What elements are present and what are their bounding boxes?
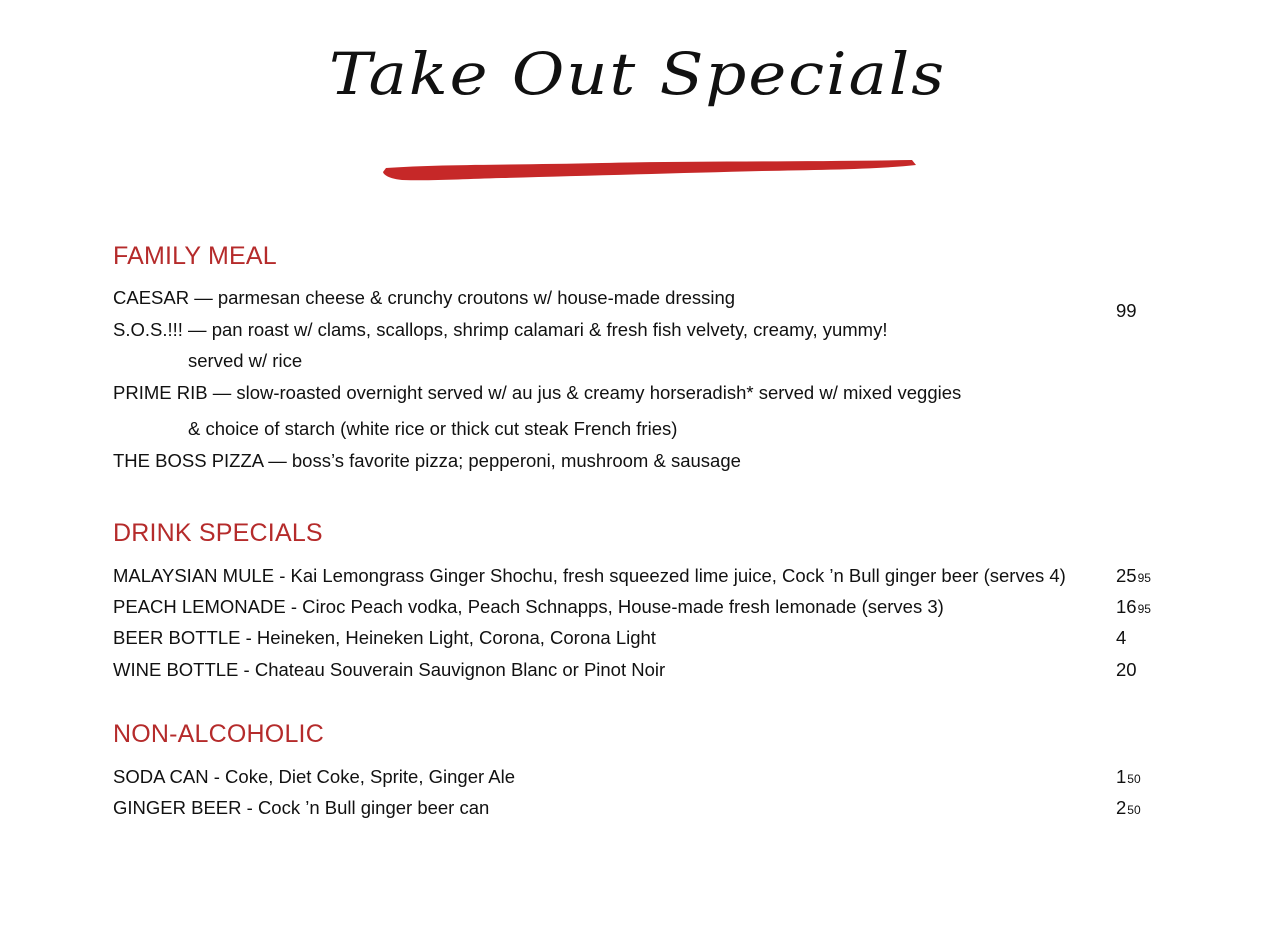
nonalc-item-soda-can: SODA CAN - Coke, Diet Coke, Sprite, Ginger Ale bbox=[113, 766, 516, 787]
family-item-prime-rib: PRIME RIB — slow-roasted overnight served w/ au jus & creamy horseradish* served w/ mixed veggies bbox=[113, 382, 962, 403]
price-dollars: 1 bbox=[1116, 766, 1127, 787]
drink-price-wine-bottle bbox=[1116, 659, 1138, 681]
family-item-boss-pizza: THE BOSS PIZZA — boss’s favorite pizza; pepperoni, mushroom & sausage bbox=[113, 450, 741, 471]
price-dollars: 4 bbox=[1116, 627, 1127, 648]
nonalc-price-soda-can bbox=[1116, 766, 1141, 788]
drink-item-wine-bottle: WINE BOTTLE - Chateau Souverain Sauvignon Blanc or Pinot Noir bbox=[113, 659, 666, 680]
price-cents: 95 bbox=[1137, 602, 1151, 616]
price-dollars: 25 bbox=[1116, 565, 1137, 586]
family-item-prime-rib-note: & choice of starch (white rice or thick cut steak French fries) bbox=[188, 418, 678, 439]
drink-price-malaysian-mule bbox=[1116, 565, 1151, 587]
family-item-caesar: CAESAR — parmesan cheese & crunchy croutons w/ house-made dressing bbox=[113, 287, 736, 308]
price-cents: 50 bbox=[1127, 803, 1141, 817]
price-dollars: 20 bbox=[1116, 659, 1137, 680]
drink-item-beer-bottle: BEER BOTTLE - Heineken, Heineken Light, Corona, Corona Light bbox=[113, 627, 656, 648]
price-dollars: 2 bbox=[1116, 797, 1127, 818]
drink-item-malaysian-mule: MALAYSIAN MULE - Kai Lemongrass Ginger Shochu, fresh squeezed lime juice, Cock ’n Bull ginger beer (serves 4) bbox=[113, 565, 1066, 586]
menu-title-wrap bbox=[0, 40, 1275, 110]
price-cents: 95 bbox=[1137, 571, 1151, 585]
section-heading-drink-specials: DRINK SPECIALS bbox=[113, 519, 323, 547]
family-item-sos: S.O.S.!!! — pan roast w/ clams, scallops, shrimp calamari & fresh fish velvety, creamy, yummy! bbox=[113, 319, 888, 340]
menu-title: Take Out Specials bbox=[328, 41, 947, 109]
drink-price-beer-bottle bbox=[1116, 627, 1127, 649]
price-dollars: 16 bbox=[1116, 596, 1137, 617]
family-meal-price: 99 bbox=[1116, 300, 1137, 321]
nonalc-item-ginger-beer: GINGER BEER - Cock ’n Bull ginger beer can bbox=[113, 797, 490, 818]
family-item-sos-note: served w/ rice bbox=[188, 350, 303, 371]
drink-price-peach-lemonade bbox=[1116, 596, 1151, 618]
section-heading-non-alcoholic: NON-ALCOHOLIC bbox=[113, 720, 324, 748]
section-heading-family-meal: FAMILY MEAL bbox=[113, 242, 277, 270]
drink-item-peach-lemonade: PEACH LEMONADE - Ciroc Peach vodka, Peach Schnapps, House-made fresh lemonade (serves 3) bbox=[113, 596, 944, 617]
red-brush-stroke bbox=[382, 156, 918, 186]
nonalc-price-ginger-beer bbox=[1116, 797, 1141, 819]
price-cents: 50 bbox=[1127, 772, 1141, 786]
